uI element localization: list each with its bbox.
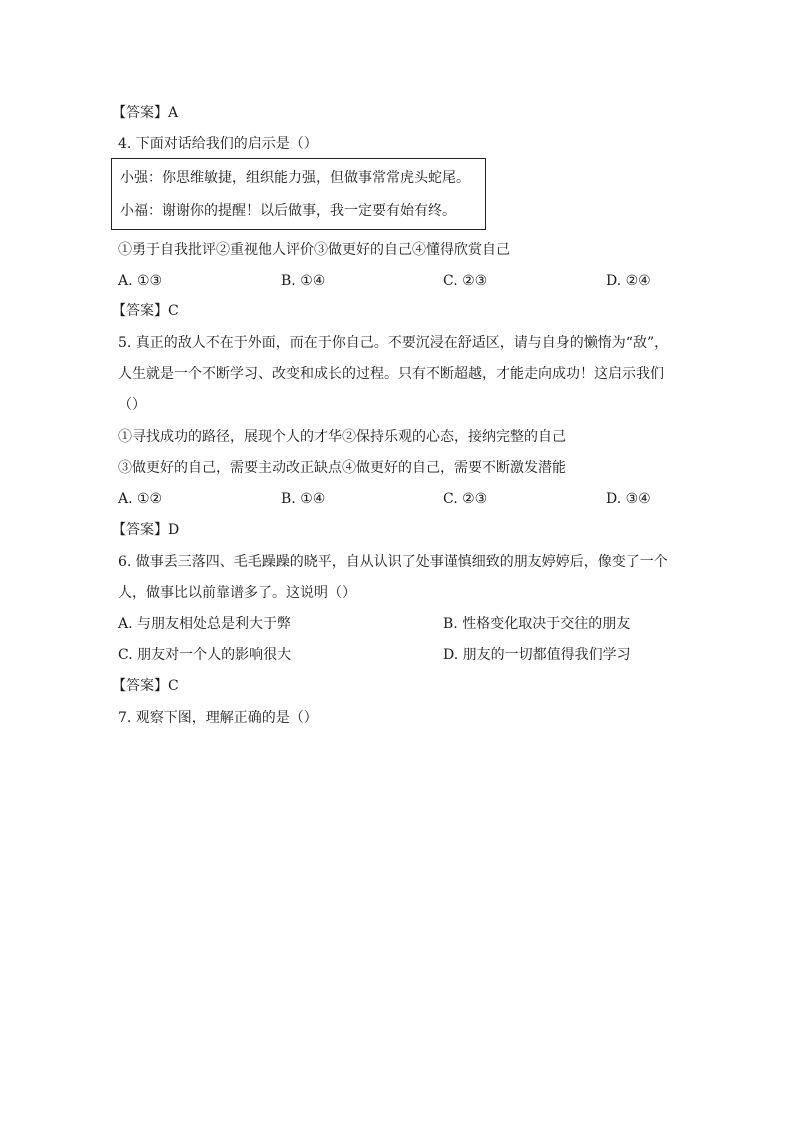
q4-option-c: C. ②③	[443, 273, 488, 289]
q5-option-c: C. ②③	[443, 491, 488, 507]
q4-option-d: D. ②④	[606, 273, 651, 289]
q5-stem-line-1: 5. 真正的敌人不在于外面，而在于你自己。不要沉浸在舒适区，请与自身的懒惰为“敌”，	[118, 335, 669, 351]
q4-answer: 【答案】C	[112, 303, 179, 319]
q6-option-a: A. 与朋友相处总是利大于弊	[118, 616, 292, 632]
q5-option-d: D. ③④	[606, 491, 651, 507]
q5-statement-line-2: ③做更好的自己，需要主动改正缺点④做更好的自己，需要不断激发潜能	[118, 460, 566, 476]
q4-statements: ①勇于自我批评②重视他人评价③做更好的自己④懂得欣赏自己	[118, 242, 510, 258]
q5-stem-line-2: 人生就是一个不断学习、改变和成长的过程。只有不断超越，才能走向成功！这启示我们	[118, 366, 664, 382]
q5-option-b: B. ①④	[281, 491, 326, 507]
q6-stem-line-1: 6. 做事丢三落四、毛毛躁躁的晓平，自从认识了处事谨慎细致的朋友婷婷后，像变了一个	[118, 554, 668, 570]
q4-option-b: B. ①④	[281, 273, 326, 289]
q7-stem: 7. 观察下图，理解正确的是（）	[118, 710, 318, 726]
q5-statement-line-1: ①寻找成功的路径，展现个人的才华②保持乐观的心态，接纳完整的自己	[118, 429, 566, 445]
q6-option-b: B. 性格变化取决于交往的朋友	[443, 616, 631, 632]
q4-dialog-line-1: 小强：你思维敏捷，组织能力强，但做事常常虎头蛇尾。	[120, 170, 470, 186]
q5-stem-line-3: （）	[118, 397, 146, 413]
q5-answer: 【答案】D	[112, 522, 180, 538]
q6-answer: 【答案】C	[112, 678, 179, 694]
q4-stem: 4. 下面对话给我们的启示是（）	[118, 136, 318, 152]
q4-dialog-box	[111, 158, 486, 230]
q3-answer: 【答案】A	[112, 105, 179, 121]
q4-dialog-line-2: 小福：谢谢你的提醒！以后做事，我一定要有始有终。	[120, 203, 456, 219]
q4-option-a: A. ①③	[118, 273, 163, 289]
q6-option-d: D. 朋友的一切都值得我们学习	[443, 647, 631, 663]
q5-option-a: A. ①②	[118, 491, 163, 507]
q6-stem-line-2: 人，做事比以前靠谱多了。这说明（）	[118, 585, 356, 601]
q6-option-c: C. 朋友对一个人的影响很大	[118, 647, 292, 663]
